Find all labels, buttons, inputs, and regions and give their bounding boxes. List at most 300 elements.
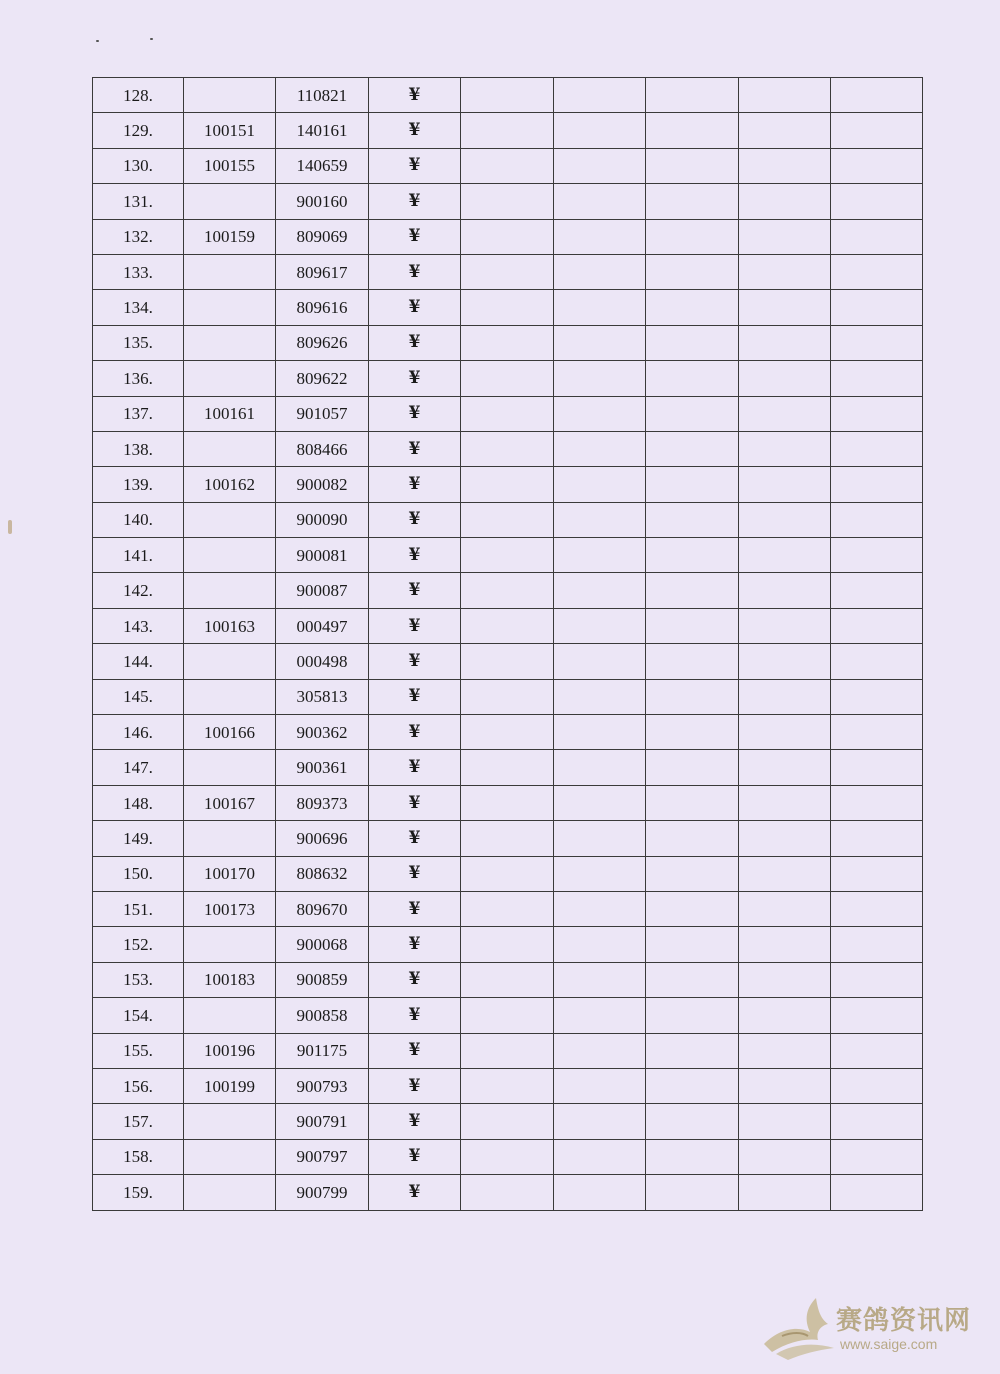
row-index: 130. (93, 148, 184, 183)
ring-number: 900793 (276, 1068, 369, 1103)
empty-cell (554, 148, 646, 183)
empty-cell (831, 148, 923, 183)
empty-cell (554, 361, 646, 396)
empty-cell (646, 502, 739, 537)
table-row (93, 750, 923, 785)
empty-cell (739, 891, 831, 926)
empty-cell (831, 679, 923, 714)
empty-cell (646, 715, 739, 750)
member-code (184, 821, 276, 856)
member-code (184, 325, 276, 360)
row-index: 140. (93, 502, 184, 537)
ring-number: 809622 (276, 361, 369, 396)
empty-cell (739, 785, 831, 820)
empty-cell (461, 750, 554, 785)
ring-number: 900858 (276, 998, 369, 1033)
empty-cell (461, 891, 554, 926)
paper-edge-mark (8, 520, 12, 534)
empty-cell (739, 962, 831, 997)
ring-number: 305813 (276, 679, 369, 714)
member-code: 100196 (184, 1033, 276, 1068)
table-row (93, 891, 923, 926)
table-row (93, 679, 923, 714)
empty-cell (831, 715, 923, 750)
empty-cell (554, 608, 646, 643)
row-index: 141. (93, 538, 184, 573)
empty-cell (646, 644, 739, 679)
empty-cell (831, 891, 923, 926)
ring-number: 000497 (276, 608, 369, 643)
row-index: 133. (93, 254, 184, 289)
site-watermark (758, 1292, 972, 1362)
empty-cell (646, 962, 739, 997)
empty-cell (554, 396, 646, 431)
currency-mark: ¥ (369, 785, 461, 820)
row-index: 147. (93, 750, 184, 785)
empty-cell (831, 396, 923, 431)
empty-cell (461, 467, 554, 502)
empty-cell (646, 1033, 739, 1068)
empty-cell (461, 78, 554, 113)
empty-cell (461, 1068, 554, 1103)
watermark-title: 赛鸽资讯网 (836, 1306, 972, 1336)
empty-cell (739, 856, 831, 891)
row-index: 157. (93, 1104, 184, 1139)
empty-cell (739, 1033, 831, 1068)
empty-cell (739, 608, 831, 643)
empty-cell (646, 891, 739, 926)
empty-cell (831, 750, 923, 785)
empty-cell (646, 608, 739, 643)
currency-mark: ¥ (369, 750, 461, 785)
ring-number: 900087 (276, 573, 369, 608)
table-row (93, 1104, 923, 1139)
empty-cell (554, 644, 646, 679)
empty-cell (554, 538, 646, 573)
empty-cell (646, 254, 739, 289)
member-code: 100151 (184, 113, 276, 148)
table-row (93, 927, 923, 962)
ring-number: 140659 (276, 148, 369, 183)
member-code: 100161 (184, 396, 276, 431)
row-index: 143. (93, 608, 184, 643)
ring-number: 900797 (276, 1139, 369, 1174)
member-code (184, 290, 276, 325)
row-index: 159. (93, 1175, 184, 1210)
watermark-url: www.saige.com (840, 1336, 938, 1352)
member-code (184, 573, 276, 608)
currency-mark: ¥ (369, 644, 461, 679)
currency-mark: ¥ (369, 325, 461, 360)
row-index: 136. (93, 361, 184, 396)
ring-number: 900068 (276, 927, 369, 962)
empty-cell (739, 502, 831, 537)
ring-number: 809069 (276, 219, 369, 254)
ring-number: 809670 (276, 891, 369, 926)
empty-cell (646, 361, 739, 396)
empty-cell (554, 1139, 646, 1174)
empty-cell (646, 821, 739, 856)
member-code: 100183 (184, 962, 276, 997)
empty-cell (554, 962, 646, 997)
empty-cell (646, 998, 739, 1033)
member-code (184, 1104, 276, 1139)
ring-number: 110821 (276, 78, 369, 113)
table-row (93, 821, 923, 856)
member-code (184, 644, 276, 679)
table-row (93, 148, 923, 183)
empty-cell (646, 396, 739, 431)
empty-cell (739, 396, 831, 431)
empty-cell (739, 538, 831, 573)
member-code (184, 927, 276, 962)
row-index: 153. (93, 962, 184, 997)
currency-mark: ¥ (369, 1175, 461, 1210)
empty-cell (646, 1068, 739, 1103)
empty-cell (554, 715, 646, 750)
empty-cell (739, 927, 831, 962)
member-code: 100173 (184, 891, 276, 926)
empty-cell (739, 290, 831, 325)
table-row (93, 184, 923, 219)
table-row (93, 254, 923, 289)
empty-cell (646, 78, 739, 113)
empty-cell (831, 325, 923, 360)
member-code (184, 361, 276, 396)
empty-cell (831, 78, 923, 113)
empty-cell (646, 113, 739, 148)
empty-cell (554, 467, 646, 502)
empty-cell (831, 290, 923, 325)
row-index: 131. (93, 184, 184, 219)
table-row (93, 573, 923, 608)
empty-cell (461, 715, 554, 750)
ring-number: 000498 (276, 644, 369, 679)
row-index: 132. (93, 219, 184, 254)
member-code (184, 1175, 276, 1210)
empty-cell (646, 290, 739, 325)
empty-cell (554, 290, 646, 325)
table-row (93, 1139, 923, 1174)
currency-mark: ¥ (369, 573, 461, 608)
row-index: 158. (93, 1139, 184, 1174)
empty-cell (646, 1175, 739, 1210)
empty-cell (461, 1104, 554, 1139)
empty-cell (461, 573, 554, 608)
empty-cell (739, 1175, 831, 1210)
ring-number: 900082 (276, 467, 369, 502)
member-code: 100162 (184, 467, 276, 502)
member-code (184, 431, 276, 466)
empty-cell (554, 785, 646, 820)
empty-cell (554, 254, 646, 289)
member-code (184, 78, 276, 113)
empty-cell (831, 219, 923, 254)
empty-cell (739, 361, 831, 396)
currency-mark: ¥ (369, 148, 461, 183)
row-index: 135. (93, 325, 184, 360)
row-index: 138. (93, 431, 184, 466)
empty-cell (739, 219, 831, 254)
empty-cell (646, 679, 739, 714)
row-index: 128. (93, 78, 184, 113)
empty-cell (831, 184, 923, 219)
empty-cell (739, 573, 831, 608)
empty-cell (461, 431, 554, 466)
table-row (93, 219, 923, 254)
row-index: 154. (93, 998, 184, 1033)
currency-mark: ¥ (369, 502, 461, 537)
ring-number: 809373 (276, 785, 369, 820)
empty-cell (831, 538, 923, 573)
empty-cell (831, 467, 923, 502)
ring-number: 900791 (276, 1104, 369, 1139)
currency-mark: ¥ (369, 290, 461, 325)
table-row (93, 715, 923, 750)
empty-cell (461, 502, 554, 537)
empty-cell (831, 1139, 923, 1174)
empty-cell (739, 715, 831, 750)
table-row (93, 998, 923, 1033)
empty-cell (739, 431, 831, 466)
currency-mark: ¥ (369, 927, 461, 962)
empty-cell (739, 148, 831, 183)
empty-cell (739, 78, 831, 113)
member-code: 100167 (184, 785, 276, 820)
empty-cell (461, 821, 554, 856)
empty-cell (646, 1104, 739, 1139)
currency-mark: ¥ (369, 1104, 461, 1139)
empty-cell (831, 785, 923, 820)
empty-cell (461, 927, 554, 962)
empty-cell (739, 184, 831, 219)
ring-number: 809616 (276, 290, 369, 325)
empty-cell (831, 1068, 923, 1103)
empty-cell (461, 396, 554, 431)
empty-cell (554, 573, 646, 608)
empty-cell (831, 608, 923, 643)
ring-number: 900160 (276, 184, 369, 219)
currency-mark: ¥ (369, 254, 461, 289)
empty-cell (461, 679, 554, 714)
empty-cell (831, 927, 923, 962)
table-row (93, 325, 923, 360)
currency-mark: ¥ (369, 891, 461, 926)
empty-cell (831, 962, 923, 997)
empty-cell (461, 538, 554, 573)
empty-cell (554, 502, 646, 537)
empty-cell (461, 644, 554, 679)
empty-cell (739, 1139, 831, 1174)
currency-mark: ¥ (369, 715, 461, 750)
empty-cell (554, 821, 646, 856)
empty-cell (461, 113, 554, 148)
table-row (93, 467, 923, 502)
row-index: 150. (93, 856, 184, 891)
row-index: 152. (93, 927, 184, 962)
empty-cell (554, 1068, 646, 1103)
empty-cell (554, 1104, 646, 1139)
empty-cell (831, 998, 923, 1033)
currency-mark: ¥ (369, 219, 461, 254)
row-index: 144. (93, 644, 184, 679)
empty-cell (831, 821, 923, 856)
empty-cell (554, 891, 646, 926)
empty-cell (831, 254, 923, 289)
row-index: 129. (93, 113, 184, 148)
empty-cell (554, 1033, 646, 1068)
empty-cell (646, 785, 739, 820)
empty-cell (461, 962, 554, 997)
currency-mark: ¥ (369, 821, 461, 856)
ring-number: 900361 (276, 750, 369, 785)
empty-cell (646, 431, 739, 466)
empty-cell (646, 148, 739, 183)
currency-mark: ¥ (369, 431, 461, 466)
empty-cell (739, 644, 831, 679)
empty-cell (554, 927, 646, 962)
currency-mark: ¥ (369, 1139, 461, 1174)
empty-cell (461, 219, 554, 254)
empty-cell (554, 1175, 646, 1210)
currency-mark: ¥ (369, 608, 461, 643)
member-code: 100199 (184, 1068, 276, 1103)
table-row (93, 1068, 923, 1103)
member-code (184, 679, 276, 714)
member-code (184, 502, 276, 537)
empty-cell (554, 184, 646, 219)
empty-cell (739, 325, 831, 360)
row-index: 134. (93, 290, 184, 325)
empty-cell (831, 361, 923, 396)
empty-cell (739, 254, 831, 289)
ledger-body (93, 78, 923, 1211)
row-index: 137. (93, 396, 184, 431)
empty-cell (554, 219, 646, 254)
member-code: 100166 (184, 715, 276, 750)
currency-mark: ¥ (369, 998, 461, 1033)
table-row (93, 78, 923, 113)
paper-speck (150, 38, 153, 40)
empty-cell (461, 148, 554, 183)
row-index: 156. (93, 1068, 184, 1103)
table-row (93, 856, 923, 891)
empty-cell (646, 750, 739, 785)
member-code (184, 538, 276, 573)
empty-cell (554, 113, 646, 148)
empty-cell (646, 184, 739, 219)
currency-mark: ¥ (369, 1068, 461, 1103)
row-index: 148. (93, 785, 184, 820)
empty-cell (554, 679, 646, 714)
ring-number: 900799 (276, 1175, 369, 1210)
empty-cell (461, 361, 554, 396)
empty-cell (461, 1139, 554, 1174)
currency-mark: ¥ (369, 538, 461, 573)
table-row (93, 396, 923, 431)
empty-cell (739, 1068, 831, 1103)
ring-number: 809617 (276, 254, 369, 289)
empty-cell (646, 573, 739, 608)
ring-number: 809626 (276, 325, 369, 360)
empty-cell (831, 113, 923, 148)
table-row (93, 431, 923, 466)
empty-cell (646, 1139, 739, 1174)
row-index: 155. (93, 1033, 184, 1068)
empty-cell (831, 431, 923, 466)
ring-number: 900362 (276, 715, 369, 750)
empty-cell (646, 927, 739, 962)
member-code: 100155 (184, 148, 276, 183)
empty-cell (831, 1104, 923, 1139)
empty-cell (831, 573, 923, 608)
currency-mark: ¥ (369, 78, 461, 113)
empty-cell (554, 431, 646, 466)
currency-mark: ¥ (369, 1033, 461, 1068)
row-index: 139. (93, 467, 184, 502)
ring-number: 808466 (276, 431, 369, 466)
empty-cell (554, 325, 646, 360)
empty-cell (646, 538, 739, 573)
empty-cell (739, 750, 831, 785)
empty-cell (831, 1033, 923, 1068)
empty-cell (554, 856, 646, 891)
ring-number: 900081 (276, 538, 369, 573)
member-code (184, 998, 276, 1033)
empty-cell (554, 750, 646, 785)
member-code (184, 254, 276, 289)
ring-number: 901175 (276, 1033, 369, 1068)
row-index: 142. (93, 573, 184, 608)
table-row (93, 538, 923, 573)
member-code (184, 184, 276, 219)
ring-number: 901057 (276, 396, 369, 431)
currency-mark: ¥ (369, 113, 461, 148)
currency-mark: ¥ (369, 396, 461, 431)
empty-cell (739, 467, 831, 502)
empty-cell (461, 254, 554, 289)
empty-cell (461, 1175, 554, 1210)
empty-cell (831, 1175, 923, 1210)
member-code (184, 750, 276, 785)
currency-mark: ¥ (369, 184, 461, 219)
table-row (93, 962, 923, 997)
table-row (93, 785, 923, 820)
table-row (93, 502, 923, 537)
empty-cell (554, 998, 646, 1033)
empty-cell (739, 113, 831, 148)
empty-cell (461, 856, 554, 891)
currency-mark: ¥ (369, 467, 461, 502)
empty-cell (461, 325, 554, 360)
row-index: 146. (93, 715, 184, 750)
table-row (93, 1033, 923, 1068)
paper-speck (96, 40, 99, 42)
table-row (93, 290, 923, 325)
empty-cell (646, 325, 739, 360)
table-row (93, 361, 923, 396)
empty-cell (831, 644, 923, 679)
empty-cell (461, 1033, 554, 1068)
currency-mark: ¥ (369, 361, 461, 396)
empty-cell (461, 290, 554, 325)
ring-number: 900859 (276, 962, 369, 997)
empty-cell (831, 856, 923, 891)
ledger-table (92, 77, 923, 1211)
empty-cell (646, 219, 739, 254)
empty-cell (461, 785, 554, 820)
empty-cell (646, 467, 739, 502)
